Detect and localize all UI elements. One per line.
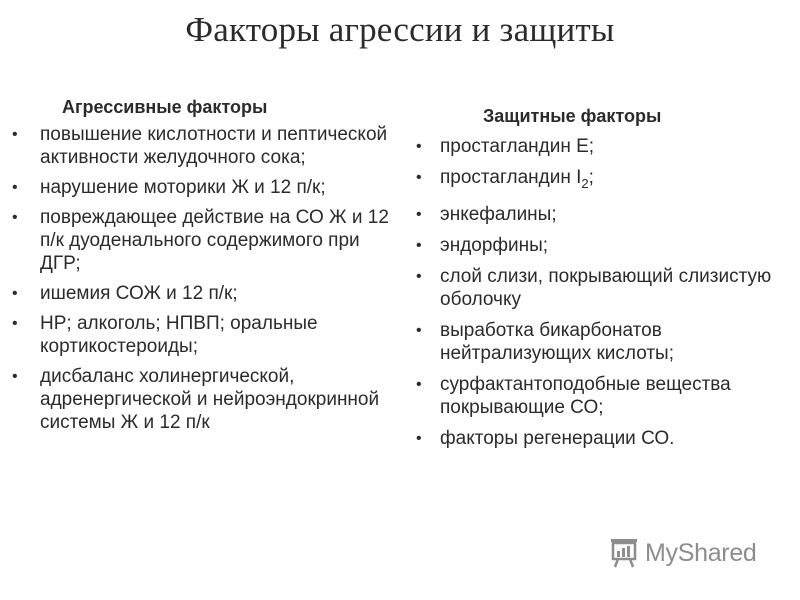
protective-factors-list [410,135,790,450]
bullet-icon: • [416,205,422,223]
watermark-text: MyShared [645,538,757,567]
bullet-icon: • [416,169,422,186]
list-item: • дисбаланс холинергической, адренергической и нейроэндокринной системы Ж и 12 п/к [12,366,380,433]
list-item: • сурфактантоподобные вещества покрывающие СО; [416,373,731,418]
list-item: • повышение кислотности и пептической активности желудочного сока; [12,124,388,168]
aggressive-factors-list [12,123,392,434]
myshared-watermark[interactable] [607,536,757,570]
bullet-icon: • [12,179,18,196]
list-item: • слой слизи, покрывающий слизистую оболочку [416,265,772,310]
protective-factors-column [410,106,790,458]
list-item: • выработка бикарбонатов нейтрализующих кислоты; [416,319,674,364]
bullet-icon: • [416,236,422,254]
presentation-board-icon [607,536,641,570]
list-item: • нарушение моторики Ж и 12 п/к; [12,177,326,198]
protective-factors-heading: Защитные факторы [483,106,662,126]
subscript: 2 [581,175,589,191]
list-item: • HP; алкоголь; НПВП; оральные кортикостероиды; [12,313,318,357]
list-item: • факторы регенерации СО. [416,427,675,449]
list-item: • повреждающее действие на СО Ж и 12 п/к дуоденального содержимого при ДГР; [12,207,389,274]
aggressive-factors-heading: Агрессивные факторы [62,97,268,117]
bullet-icon: • [12,209,18,226]
aggressive-factors-column [12,97,392,441]
slide-title: Факторы агрессии и защиты [185,10,615,49]
bullet-icon: • [12,285,18,302]
list-item: • простагландин $I_2$; [416,167,594,191]
bullet-icon: • [12,315,18,332]
bullet-icon: • [12,368,18,385]
bullet-icon: • [416,138,422,155]
bullet-icon: • [12,126,18,143]
list-item: • энкефалины; [416,203,557,225]
list-item: • эндорфины; [416,234,549,256]
list-item: • простагландин Е; [416,136,595,157]
bullet-icon: • [416,267,422,285]
list-item: • ишемия СОЖ и 12 п/к; [12,283,238,304]
bullet-icon: • [416,375,422,393]
bullet-icon: • [416,321,422,339]
bullet-icon: • [416,429,422,447]
